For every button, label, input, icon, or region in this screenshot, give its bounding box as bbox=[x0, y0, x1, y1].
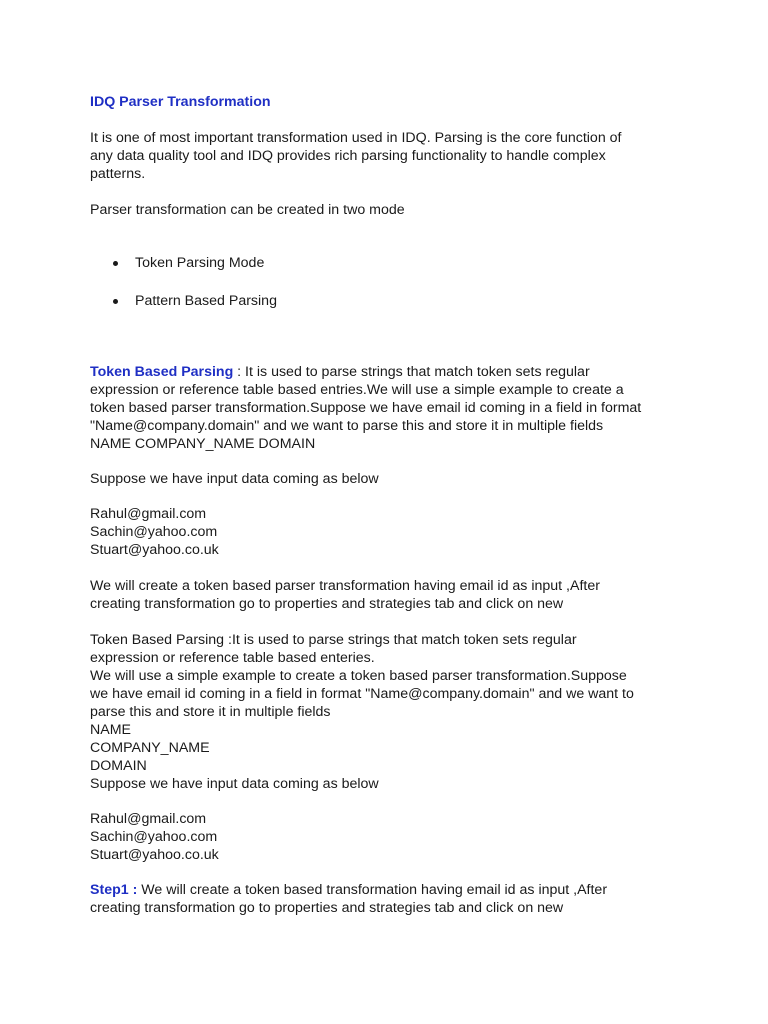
create-line: We will create a token based parser transformation having email id as input ,After bbox=[90, 578, 600, 594]
intro-line: patterns. bbox=[90, 166, 146, 182]
token-section-line: NAME COMPANY_NAME DOMAIN bbox=[90, 436, 316, 452]
repeat-line: parse this and store it in multiple fields bbox=[90, 704, 331, 720]
create-paragraph bbox=[90, 577, 710, 613]
step1-paragraph bbox=[90, 881, 710, 917]
token-section-text: : It is used to parse strings that match token sets regular bbox=[233, 364, 590, 380]
repeat-line: Token Based Parsing :It is used to parse strings that match token sets regular bbox=[90, 632, 577, 648]
modes-list bbox=[90, 254, 710, 310]
email-item: Stuart@yahoo.co.uk bbox=[90, 847, 219, 863]
token-section-first-line bbox=[90, 363, 710, 381]
input-intro: Suppose we have input data coming as below bbox=[90, 471, 379, 487]
email-list-repeat bbox=[90, 810, 710, 864]
step1-first-line bbox=[90, 881, 710, 899]
document-page bbox=[90, 93, 710, 917]
step1-label: Step1 : bbox=[90, 882, 138, 898]
token-section-line: "Name@company.domain" and we want to parse this and store it in multiple fields bbox=[90, 418, 604, 434]
repeat-line: NAME bbox=[90, 722, 131, 738]
repeat-paragraph bbox=[90, 631, 710, 793]
repeat-line: COMPANY_NAME bbox=[90, 740, 210, 756]
repeat-line: Suppose we have input data coming as below bbox=[90, 776, 379, 792]
repeat-line: we have email id coming in a field in format "Name@company.domain" and we want to bbox=[90, 686, 634, 702]
intro-paragraph bbox=[90, 129, 710, 183]
email-item: Stuart@yahoo.co.uk bbox=[90, 542, 219, 558]
list-item bbox=[90, 254, 710, 272]
token-section-line: token based parser transformation.Suppose we have email id coming in a field in format bbox=[90, 400, 642, 416]
email-item: Sachin@yahoo.com bbox=[90, 524, 218, 540]
page-title: IDQ Parser Transformation bbox=[90, 94, 271, 110]
step1-line: creating transformation go to properties and strategies tab and click on new bbox=[90, 900, 564, 916]
mode-label: Token Parsing Mode bbox=[135, 255, 265, 271]
create-line: creating transformation go to properties and strategies tab and click on new bbox=[90, 596, 564, 612]
token-section-line: expression or reference table based entries.We will use a simple example to create a bbox=[90, 382, 624, 398]
bullet-icon bbox=[113, 299, 118, 304]
repeat-line: expression or reference table based enteries. bbox=[90, 650, 375, 666]
email-item: Rahul@gmail.com bbox=[90, 811, 207, 827]
modes-intro: Parser transformation can be created in two mode bbox=[90, 202, 405, 218]
email-list bbox=[90, 505, 710, 559]
token-section-label: Token Based Parsing bbox=[90, 364, 234, 380]
intro-line: any data quality tool and IDQ provides rich parsing functionality to handle complex bbox=[90, 148, 606, 164]
email-item: Sachin@yahoo.com bbox=[90, 829, 218, 845]
mode-label: Pattern Based Parsing bbox=[135, 293, 277, 309]
step1-text: We will create a token based transformation having email id as input ,After bbox=[137, 882, 608, 898]
intro-line: It is one of most important transformation used in IDQ. Parsing is the core function of bbox=[90, 130, 622, 146]
token-section bbox=[90, 363, 710, 453]
email-item: Rahul@gmail.com bbox=[90, 506, 207, 522]
repeat-line: DOMAIN bbox=[90, 758, 147, 774]
list-item bbox=[90, 292, 710, 310]
bullet-icon bbox=[113, 261, 118, 266]
repeat-line: We will use a simple example to create a token based parser transformation.Suppose bbox=[90, 668, 627, 684]
